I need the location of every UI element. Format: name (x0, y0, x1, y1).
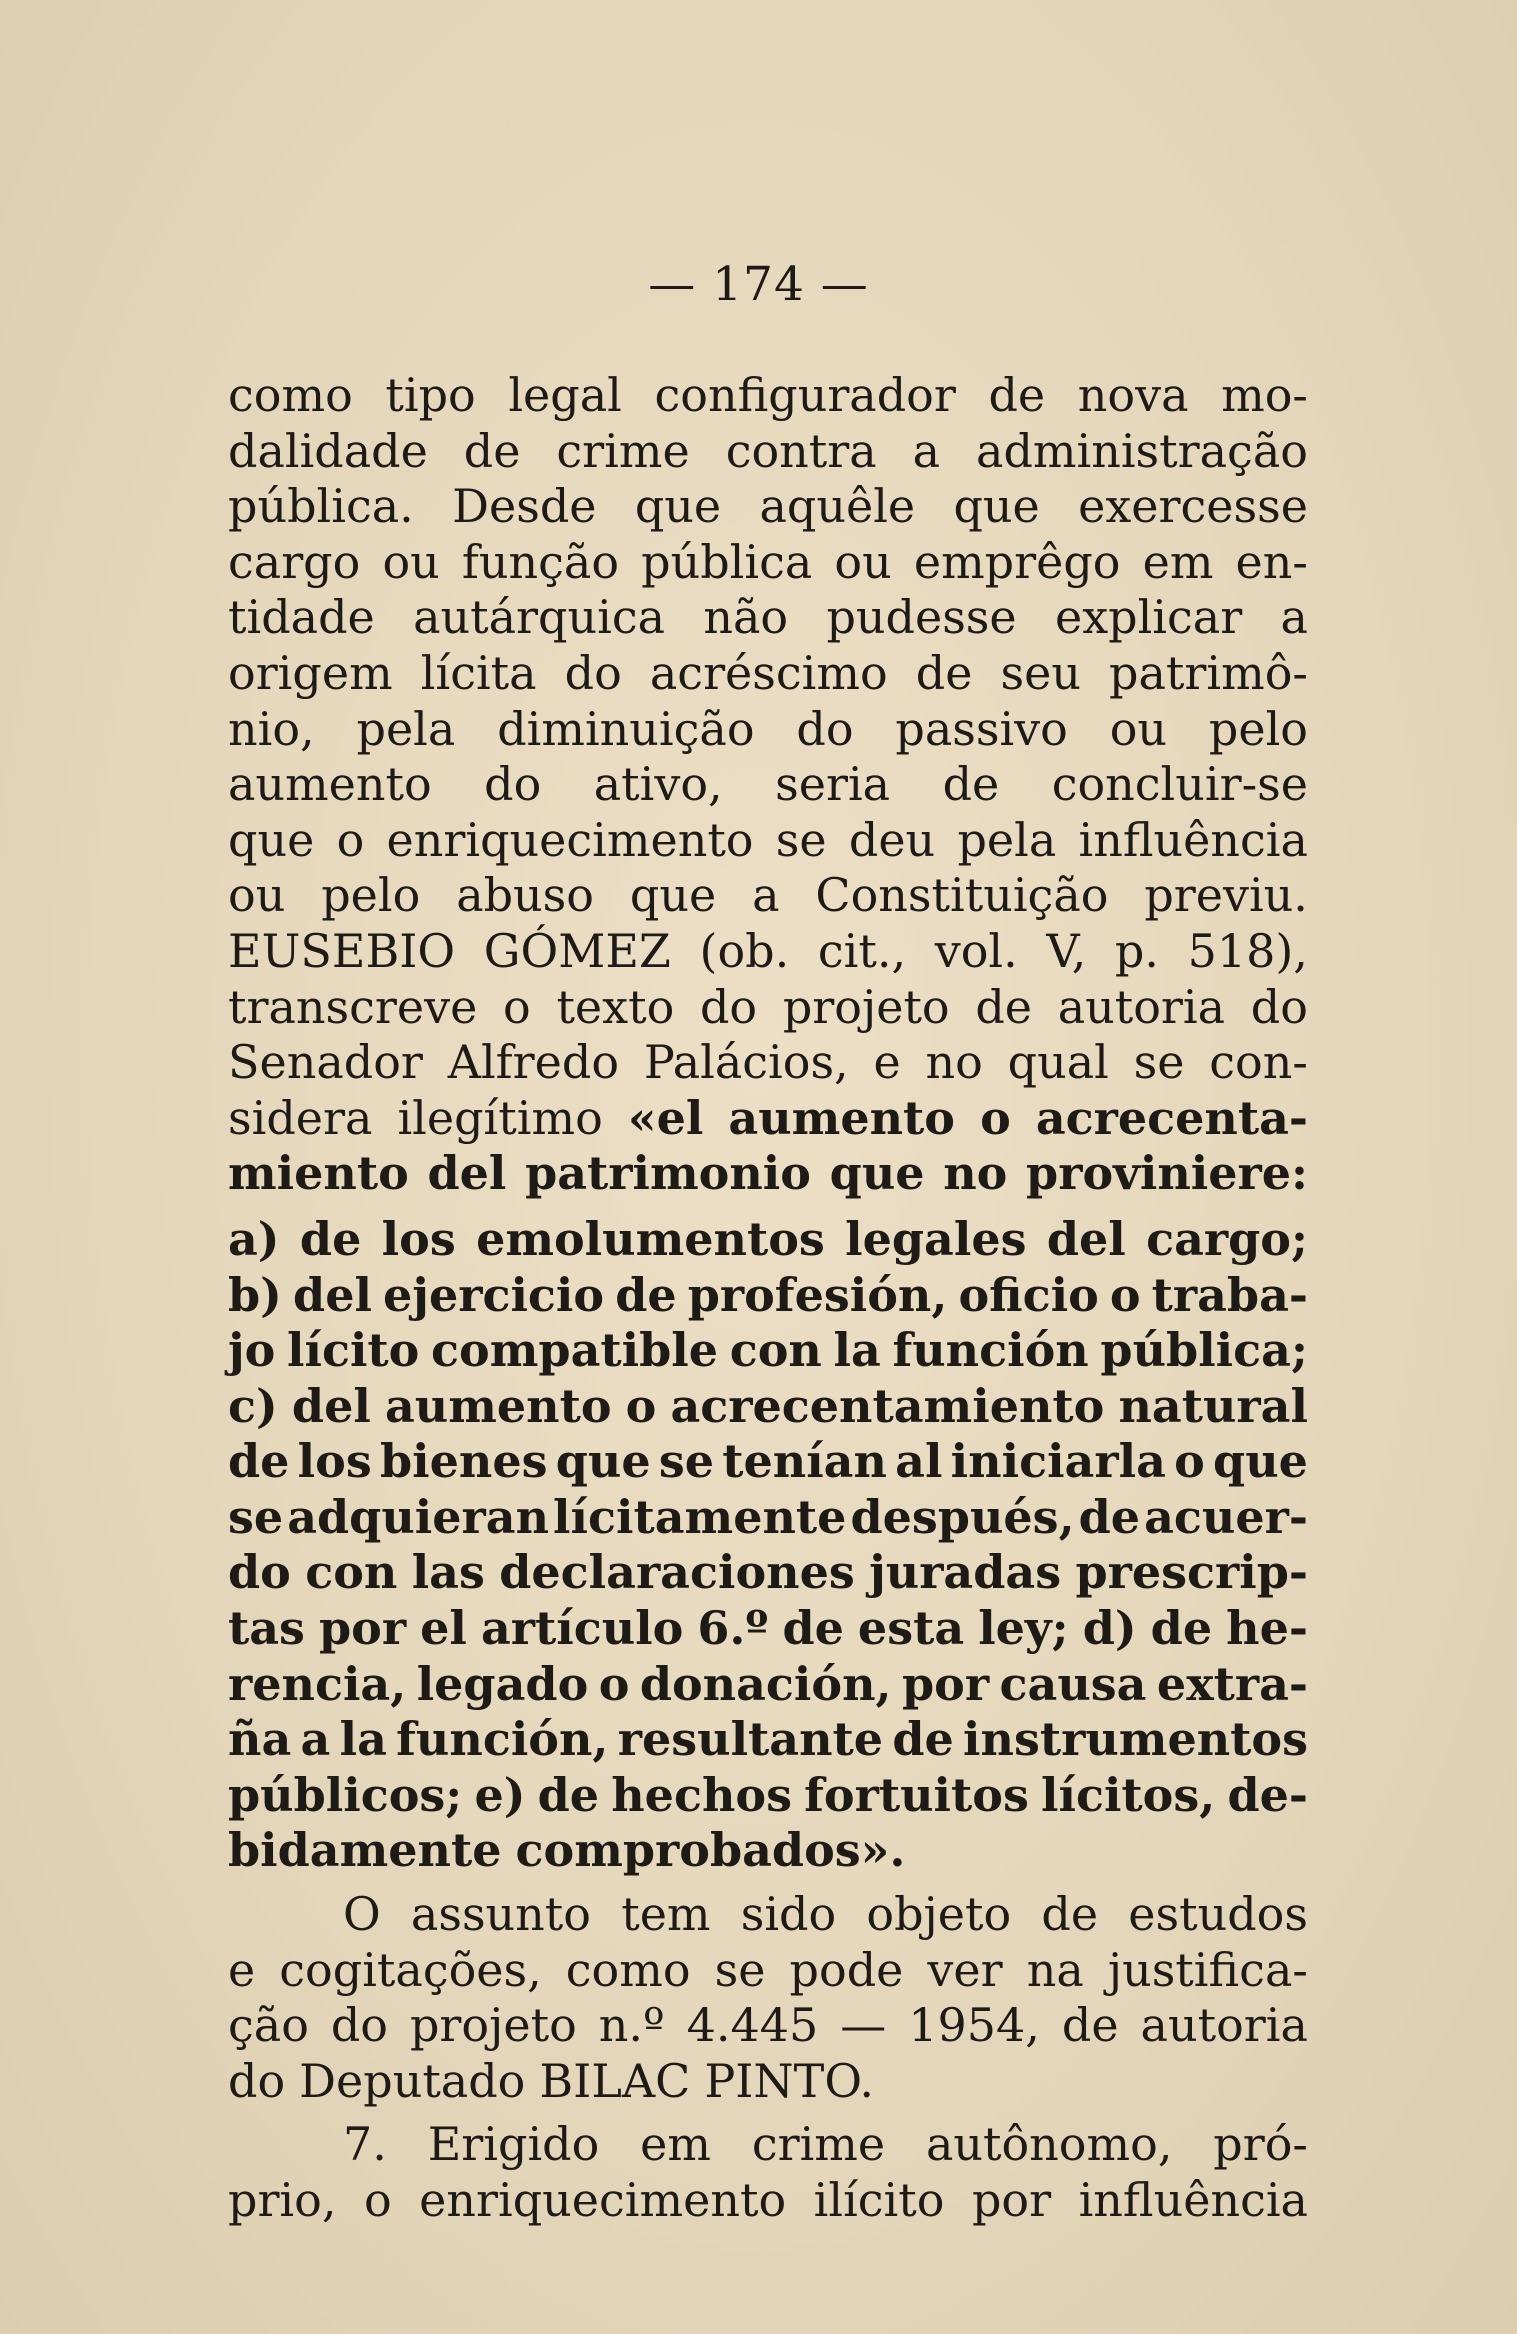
word: de (1150, 1601, 1213, 1656)
word: se (658, 1434, 714, 1489)
word: Alfredo (447, 1035, 620, 1090)
text-line (228, 1887, 1308, 1943)
text-line (228, 1998, 1308, 2054)
word: EUSEBIO (228, 923, 456, 978)
word: em (640, 2117, 711, 2172)
word: ou (228, 868, 286, 923)
word: V, (1046, 923, 1087, 978)
word: aumento (384, 1378, 612, 1433)
word: como (565, 1942, 691, 1997)
word: Desde (452, 479, 597, 534)
word: del (291, 1378, 371, 1433)
word: compatible (431, 1323, 719, 1378)
text-line (228, 479, 1308, 535)
word: estudos (1128, 1887, 1308, 1942)
word: patrimonio (525, 1146, 811, 1201)
word: pudesse (826, 590, 1017, 645)
word: a) (228, 1211, 280, 1266)
page-number: — 174 — (648, 257, 869, 312)
word: O (343, 1887, 381, 1942)
word: lícitos, (1041, 1767, 1216, 1822)
word: 7. (343, 2117, 387, 2172)
word: de (228, 1434, 290, 1489)
word: no (925, 1035, 983, 1090)
word: do (228, 1545, 291, 1600)
word: cogitações, (279, 1942, 542, 1997)
text-line (228, 368, 1308, 424)
word: cargo (228, 534, 361, 589)
word: do (228, 2053, 286, 2108)
word: del (1046, 1211, 1126, 1266)
word: ou (382, 534, 440, 589)
word: causa (999, 1656, 1147, 1711)
word: do (796, 701, 854, 756)
word: deu (848, 812, 936, 867)
word: sidera (228, 1090, 373, 1145)
word: e (873, 1035, 901, 1090)
word: nio, (228, 701, 315, 756)
text-line (228, 646, 1308, 702)
word: de- (1227, 1767, 1308, 1822)
word: las (411, 1545, 485, 1600)
word: se (228, 1489, 284, 1544)
word: n.º (598, 1998, 665, 2053)
word: a (300, 1712, 331, 1767)
word: e (228, 1942, 256, 1997)
text-line (228, 1091, 1308, 1147)
word: tidade (228, 590, 375, 645)
word: aumento (228, 757, 432, 812)
word: se (775, 812, 827, 867)
word: seria (775, 757, 891, 812)
word: legal (508, 368, 622, 422)
word: ção (228, 1998, 309, 2053)
word: no (943, 1146, 1008, 1201)
word: enriquecimento (419, 2173, 787, 2227)
word: pela (957, 812, 1057, 867)
word: hechos (611, 1767, 792, 1822)
word: que (953, 479, 1040, 534)
word: administração (976, 423, 1308, 478)
word: que (555, 1434, 651, 1489)
word: ña (228, 1712, 292, 1767)
text-line (228, 1712, 1308, 1768)
word: de (1061, 1998, 1119, 2053)
word: prescrip- (1075, 1545, 1308, 1600)
word: ver (927, 1942, 1003, 1997)
word: influência (1078, 812, 1308, 867)
word: autoria (1057, 979, 1226, 1034)
word: adquieran (287, 1489, 550, 1544)
word: esta (857, 1601, 965, 1656)
word: seu (1000, 645, 1081, 700)
word: e) (474, 1767, 526, 1822)
text-line (228, 424, 1308, 480)
word: pelo (321, 868, 421, 923)
word: legales (845, 1211, 1027, 1266)
word: juradas (869, 1545, 1062, 1600)
word: a (912, 423, 941, 478)
word: de (1078, 1489, 1141, 1544)
word: profesión, (687, 1267, 948, 1322)
word: oficio (958, 1267, 1099, 1322)
word: con (729, 1323, 822, 1378)
word: Deputado (299, 2053, 526, 2108)
text-line (228, 813, 1308, 869)
word: justifica- (1107, 1942, 1308, 1997)
word: pública; (1100, 1323, 1308, 1378)
word: 6.º (697, 1601, 769, 1656)
word: projeto (782, 979, 950, 1034)
word: iniciarla (950, 1434, 1166, 1489)
word: bienes (379, 1434, 548, 1489)
word: o (980, 1090, 1011, 1145)
word: de (975, 979, 1032, 1034)
word: concluir-se (1051, 757, 1308, 812)
word: nova (1077, 368, 1189, 422)
word: lícito (287, 1323, 420, 1378)
word: não (703, 590, 789, 645)
word: de (463, 423, 521, 478)
word: o (1174, 1434, 1205, 1489)
word: pelo (1208, 701, 1308, 756)
text-line (228, 1823, 1308, 1879)
word: ou (1109, 701, 1168, 756)
word: abuso (456, 868, 594, 923)
word: do (1250, 979, 1308, 1034)
word: o (598, 1656, 630, 1711)
word: el (420, 1601, 467, 1656)
text-line (228, 2117, 1308, 2173)
word: que (228, 812, 315, 867)
word: influência (1078, 2173, 1308, 2227)
word: pública (641, 534, 813, 589)
word: patrimô- (1109, 645, 1308, 700)
word: «el (627, 1090, 704, 1145)
word: c) (228, 1378, 278, 1433)
word: que (1213, 1434, 1308, 1489)
word: que (829, 1146, 925, 1201)
word: jo (228, 1323, 276, 1378)
word: do (699, 979, 758, 1034)
word: con (305, 1545, 398, 1600)
text-line (228, 1768, 1308, 1824)
text-line (228, 1657, 1308, 1713)
word: o (1109, 1267, 1141, 1322)
body-text (228, 368, 1308, 2229)
word: crime (556, 423, 690, 478)
word: Senador (228, 1035, 423, 1090)
word: la (833, 1323, 881, 1378)
word: declaraciones (499, 1545, 855, 1600)
word: como (228, 368, 353, 422)
text-line (228, 2173, 1308, 2229)
word: pró- (1213, 2117, 1308, 2172)
text-line (228, 1035, 1308, 1091)
text-line (228, 1545, 1308, 1601)
word: ejercicio (383, 1267, 605, 1322)
text-line (228, 868, 1308, 924)
word: legado (416, 1656, 589, 1711)
word: assunto (410, 1887, 591, 1942)
text-line (228, 1490, 1308, 1546)
word: (ob. (699, 923, 790, 978)
text-line (228, 702, 1308, 758)
word: con- (1209, 1035, 1308, 1090)
word: públicos; (228, 1767, 463, 1822)
word: lícitamente (553, 1489, 847, 1544)
word: Constituição (815, 868, 1109, 923)
word: lícita (420, 645, 537, 700)
word: al (895, 1434, 943, 1489)
word: tas (228, 1601, 305, 1656)
word: natural (1118, 1378, 1308, 1433)
word: instrumentos (963, 1712, 1308, 1767)
word: emprêgo (913, 534, 1121, 589)
text-line (228, 2054, 1308, 2110)
word: donación, (639, 1656, 892, 1711)
word: acrecenta- (1035, 1090, 1308, 1145)
word: de (1041, 1887, 1099, 1942)
word: traba- (1151, 1267, 1308, 1322)
word: acréscimo (649, 645, 888, 700)
word: acrecentamiento (670, 1378, 1105, 1433)
word: pública. (228, 479, 414, 534)
text-line (228, 535, 1308, 591)
word: artículo (480, 1601, 684, 1656)
word: miento (228, 1146, 409, 1201)
word: em (1142, 534, 1214, 589)
text-line (228, 1943, 1308, 1999)
text-line (228, 757, 1308, 813)
text-line (228, 1268, 1308, 1324)
word: sido (740, 1887, 837, 1942)
text-line (228, 1379, 1308, 1435)
word: de (537, 1767, 600, 1822)
word: en- (1235, 534, 1308, 589)
word: cargo; (1146, 1211, 1308, 1266)
word: previu. (1144, 868, 1308, 923)
word: exercesse (1078, 479, 1308, 534)
text-line (228, 1212, 1308, 1268)
word: na (1026, 1942, 1084, 1997)
word: enriquecimento (386, 812, 754, 867)
word: passivo (895, 701, 1068, 756)
word: prio, (228, 2173, 337, 2227)
text-line (228, 1601, 1308, 1657)
word: he- (1226, 1601, 1308, 1656)
text-line (228, 924, 1308, 980)
word: objeto (866, 1887, 1012, 1942)
word: comprobados». (515, 1823, 906, 1878)
word: Palácios, (643, 1035, 849, 1090)
word: mo- (1221, 368, 1308, 422)
word: diminuição (497, 701, 755, 756)
word: del (293, 1267, 372, 1322)
word: projeto (409, 1998, 577, 2053)
word: de (915, 645, 973, 700)
word: de (782, 1601, 844, 1656)
word: de (942, 757, 1000, 812)
word: bidamente (228, 1823, 502, 1878)
word: se (1133, 1035, 1185, 1090)
word: ou (834, 534, 892, 589)
word: a (752, 868, 780, 923)
word: fortuitos (804, 1767, 1029, 1822)
word: 1954, (908, 1998, 1040, 2053)
word: do (330, 1998, 388, 2053)
word: contra (725, 423, 877, 478)
word: se (714, 1942, 766, 1997)
word: de (615, 1267, 677, 1322)
word: pode (789, 1942, 904, 1997)
word: función (892, 1323, 1089, 1378)
word: explicar (1054, 590, 1243, 645)
word: 518), (1187, 923, 1308, 978)
word: que (634, 479, 722, 534)
word: autônomo, (925, 2117, 1173, 2172)
word: pela (356, 701, 456, 756)
word: los (297, 1434, 372, 1489)
word: de (299, 1211, 362, 1266)
word: BILAC (539, 2053, 691, 2108)
text-line (228, 980, 1308, 1036)
word: por (901, 1656, 990, 1711)
word: ativo, (593, 757, 723, 812)
word: rencia, (228, 1656, 407, 1711)
word: qual (1007, 1035, 1109, 1090)
word: crime (751, 2117, 886, 2172)
text-line (228, 1146, 1308, 1202)
word: autárquica (413, 590, 666, 645)
word: o (363, 2173, 392, 2227)
word: b) (228, 1267, 282, 1322)
word: texto (556, 979, 675, 1034)
word: resultante (617, 1712, 884, 1767)
word: — (840, 1998, 887, 2053)
word: proviniere: (1026, 1146, 1308, 1201)
word: de (988, 368, 1046, 422)
word: la (339, 1712, 387, 1767)
word: por (319, 1601, 407, 1656)
word: cit., (817, 923, 907, 978)
word: configurador (654, 368, 956, 422)
word: Erigido (427, 2117, 600, 2172)
word: o (336, 812, 365, 867)
word: tipo (385, 368, 476, 422)
word: transcreve (228, 979, 478, 1034)
word: a (1280, 590, 1308, 645)
word: o (503, 979, 531, 1034)
word: por (971, 2173, 1052, 2227)
word: aquêle (759, 479, 916, 534)
paragraph-gap (228, 1879, 1308, 1887)
word: p. (1114, 923, 1159, 978)
word: ilícito (813, 2173, 945, 2227)
word: d) (1082, 1601, 1137, 1656)
word: ley; (978, 1601, 1069, 1656)
word: ilegítimo (397, 1090, 603, 1145)
word: o (625, 1378, 657, 1433)
paragraph-gap (228, 1202, 1308, 1212)
paragraph-gap (228, 2109, 1308, 2117)
word: tenían (722, 1434, 887, 1489)
word: después, (850, 1489, 1075, 1544)
word: do (484, 757, 542, 812)
word: origem (228, 645, 393, 700)
word: vol. (934, 923, 1018, 978)
word: tem (621, 1887, 711, 1942)
word: de (892, 1712, 954, 1767)
word: GÓMEZ (483, 923, 671, 978)
text-line (228, 590, 1308, 646)
text-line (228, 1323, 1308, 1379)
word: do (564, 645, 622, 700)
word: 4.445 (686, 1998, 819, 2053)
word: extra- (1156, 1656, 1308, 1711)
word: aumento (728, 1090, 955, 1145)
word: del (427, 1146, 507, 1201)
word: función, (396, 1712, 609, 1767)
word: PINTO. (704, 2053, 875, 2108)
word: los (381, 1211, 456, 1266)
word: função (461, 534, 620, 589)
word: emolumentos (476, 1211, 825, 1266)
word: autoria (1140, 1998, 1308, 2053)
text-line (228, 1434, 1308, 1490)
word: acuer- (1144, 1489, 1308, 1544)
word: que (629, 868, 717, 923)
word: dalidade (228, 423, 428, 478)
